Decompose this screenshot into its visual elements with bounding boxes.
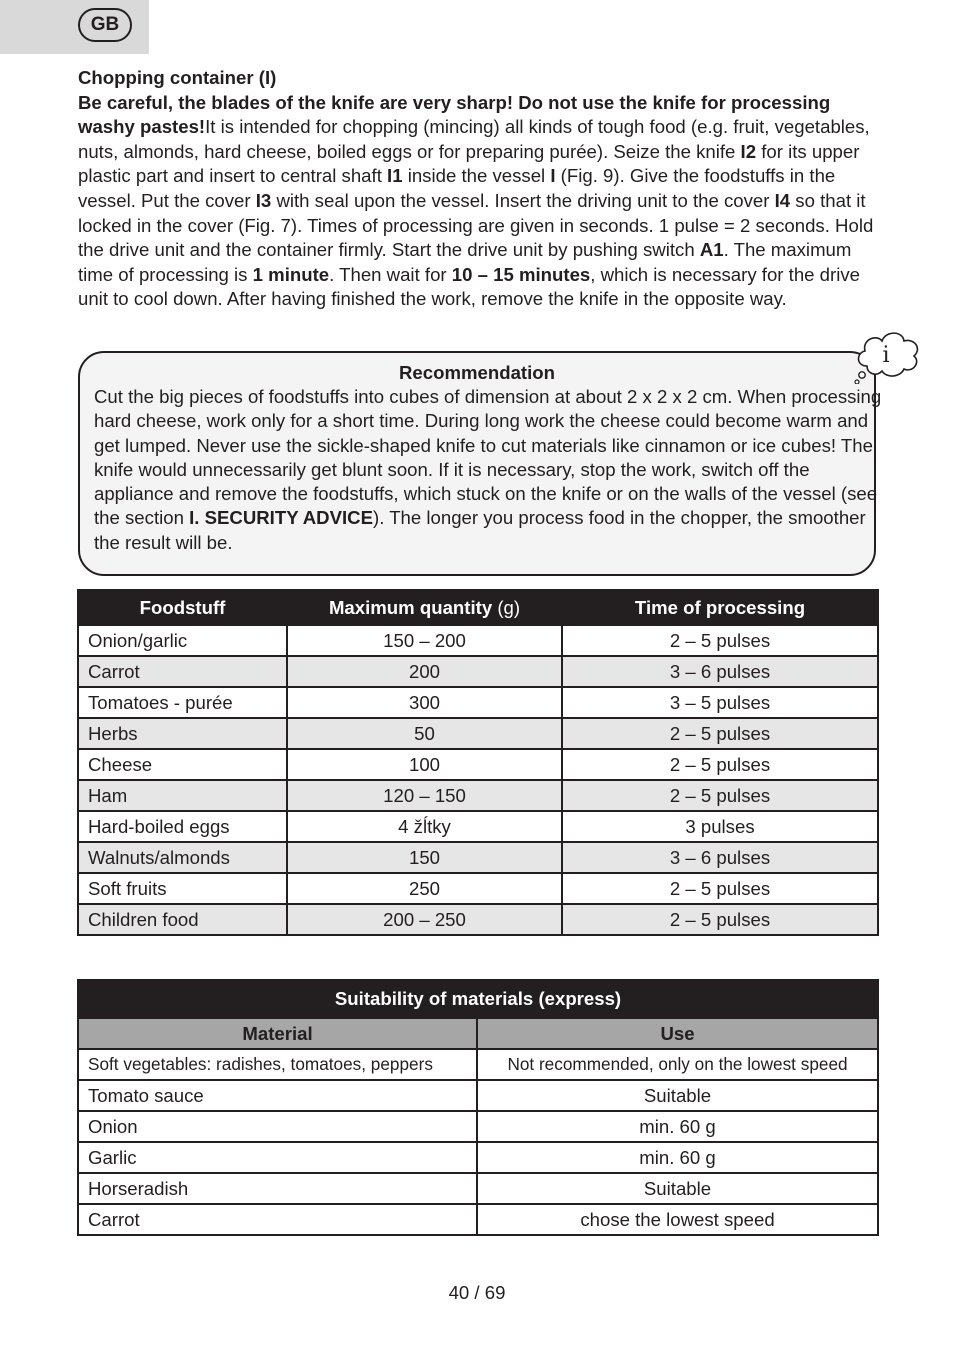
material-cell: Carrot (78, 1204, 477, 1235)
use-cell: chose the lowest speed (477, 1204, 878, 1235)
table-row (78, 656, 878, 687)
warning-text: Be careful, the blades of the knife are very sharp! Do not use the knife for processing washy pastes! (78, 91, 831, 138)
material-cell: Soft vegetables: radishes, tomatoes, peppers (78, 1049, 477, 1080)
recommendation-title: Recommendation (398, 362, 555, 383)
foodstuff-table-header (78, 590, 878, 625)
food-cell: Walnuts/almonds (78, 842, 287, 873)
table-row (78, 904, 878, 935)
food-cell: Soft fruits (78, 873, 287, 904)
quantity-cell: 120 – 150 (287, 780, 562, 811)
time-cell: 3 – 6 pulses (562, 656, 878, 687)
food-cell: Children food (78, 904, 287, 935)
table-row (78, 811, 878, 842)
language-tab (0, 0, 149, 54)
suitability-table-title: Suitability of materials (express) (78, 980, 878, 1018)
material-cell: Tomato sauce (78, 1080, 477, 1111)
quantity-cell: 150 – 200 (287, 625, 562, 656)
language-badge: GB (78, 8, 132, 42)
quantity-cell: 200 – 250 (287, 904, 562, 935)
time-cell: 3 – 6 pulses (562, 842, 878, 873)
food-cell: Carrot (78, 656, 287, 687)
use-cell: Not recommended, only on the lowest speed (477, 1049, 878, 1080)
header-material: Material (78, 1018, 477, 1049)
use-cell: Suitable (477, 1080, 878, 1111)
time-cell: 2 – 5 pulses (562, 625, 878, 656)
foodstuff-table (77, 589, 879, 936)
quantity-cell: 200 (287, 656, 562, 687)
table-row (78, 780, 878, 811)
info-cloud-icon (853, 328, 923, 384)
info-letter: i (882, 343, 890, 368)
quantity-cell: 150 (287, 842, 562, 873)
table-row (78, 842, 878, 873)
table-row (78, 718, 878, 749)
use-cell: min. 60 g (477, 1142, 878, 1173)
table-row (78, 749, 878, 780)
table-row (78, 1204, 878, 1235)
material-cell: Garlic (78, 1142, 477, 1173)
food-cell: Tomatoes - purée (78, 687, 287, 718)
time-cell: 3 – 5 pulses (562, 687, 878, 718)
time-cell: 3 pulses (562, 811, 878, 842)
material-cell: Onion (78, 1111, 477, 1142)
section-body: Be careful, the blades of the knife are very sharp! Do not use the knife for processing washy pastes!It is intended for chopping (mincing) all kinds of tough food (e.g. fruit, vegetables, nuts, almonds, hard cheese, boiled eggs or for preparing purée). Seize the knife I2 for its upper plastic part and insert to central shaft I1 inside the vessel I (Fig. 9). Give the foodstuffs in the vessel. Put the cover I3 with seal upon the vessel. Insert the driving unit to the cover I4 so that it locked in the cover (Fig. 7). Times of processing are given in seconds. 1 pulse = 2 seconds. Hold the drive unit and the container firmly. Start the drive unit by pushing switch A1. The maximum time of processing is 1 minute. Then wait for 10 – 15 minutes, which is necessary for the drive unit to cool down. After having finished the work, remove the knife in the opposite way. (78, 91, 874, 310)
header-time-of-processing: Time of processing (562, 590, 878, 625)
table-row (78, 687, 878, 718)
food-cell: Herbs (78, 718, 287, 749)
header-use: Use (477, 1018, 878, 1049)
header-foodstuff: Foodstuff (78, 590, 287, 625)
quantity-cell: 250 (287, 873, 562, 904)
chopping-container-section (78, 66, 878, 312)
material-cell: Horseradish (78, 1173, 477, 1204)
page-number: 40 / 69 (448, 1282, 506, 1303)
recommendation-text: Cut the big pieces of foodstuffs into cubes of dimension at about 2 x 2 x 2 cm. When processing hard cheese, work only for a short time. During long work the cheese could become warm and get lumped. Never use the sickle-shaped knife to cut materials like cinnamon or ice cubes! The knife would unnecessarily get blunt soon. If it is necessary, stop the work, switch off the appliance and remove the foodstuffs, which stuck on the knife or on the walls of the vessel (see the section I. SECURITY ADVICE). The longer you process food in the chopper, the smoother the result will be. (94, 386, 882, 553)
table-row (78, 625, 878, 656)
quantity-cell: 300 (287, 687, 562, 718)
use-cell: Suitable (477, 1173, 878, 1204)
food-cell: Ham (78, 780, 287, 811)
time-cell: 2 – 5 pulses (562, 904, 878, 935)
table-row (78, 1142, 878, 1173)
header-maximum-quantity: Maximum quantity (g) (287, 590, 562, 625)
time-cell: 2 – 5 pulses (562, 749, 878, 780)
table-row (78, 1080, 878, 1111)
table-row (78, 873, 878, 904)
time-cell: 2 – 5 pulses (562, 780, 878, 811)
quantity-cell: 100 (287, 749, 562, 780)
food-cell: Cheese (78, 749, 287, 780)
time-cell: 2 – 5 pulses (562, 873, 878, 904)
suitability-table (77, 979, 879, 1236)
table-row (78, 1173, 878, 1204)
use-cell: min. 60 g (477, 1111, 878, 1142)
time-cell: 2 – 5 pulses (562, 718, 878, 749)
quantity-cell: 4 žĺtky (287, 811, 562, 842)
quantity-cell: 50 (287, 718, 562, 749)
food-cell: Onion/garlic (78, 625, 287, 656)
food-cell: Hard-boiled eggs (78, 811, 287, 842)
recommendation-box (78, 351, 882, 576)
table-row (78, 1111, 878, 1142)
section-heading: Chopping container (I) (78, 67, 277, 88)
table-row (78, 1049, 878, 1080)
